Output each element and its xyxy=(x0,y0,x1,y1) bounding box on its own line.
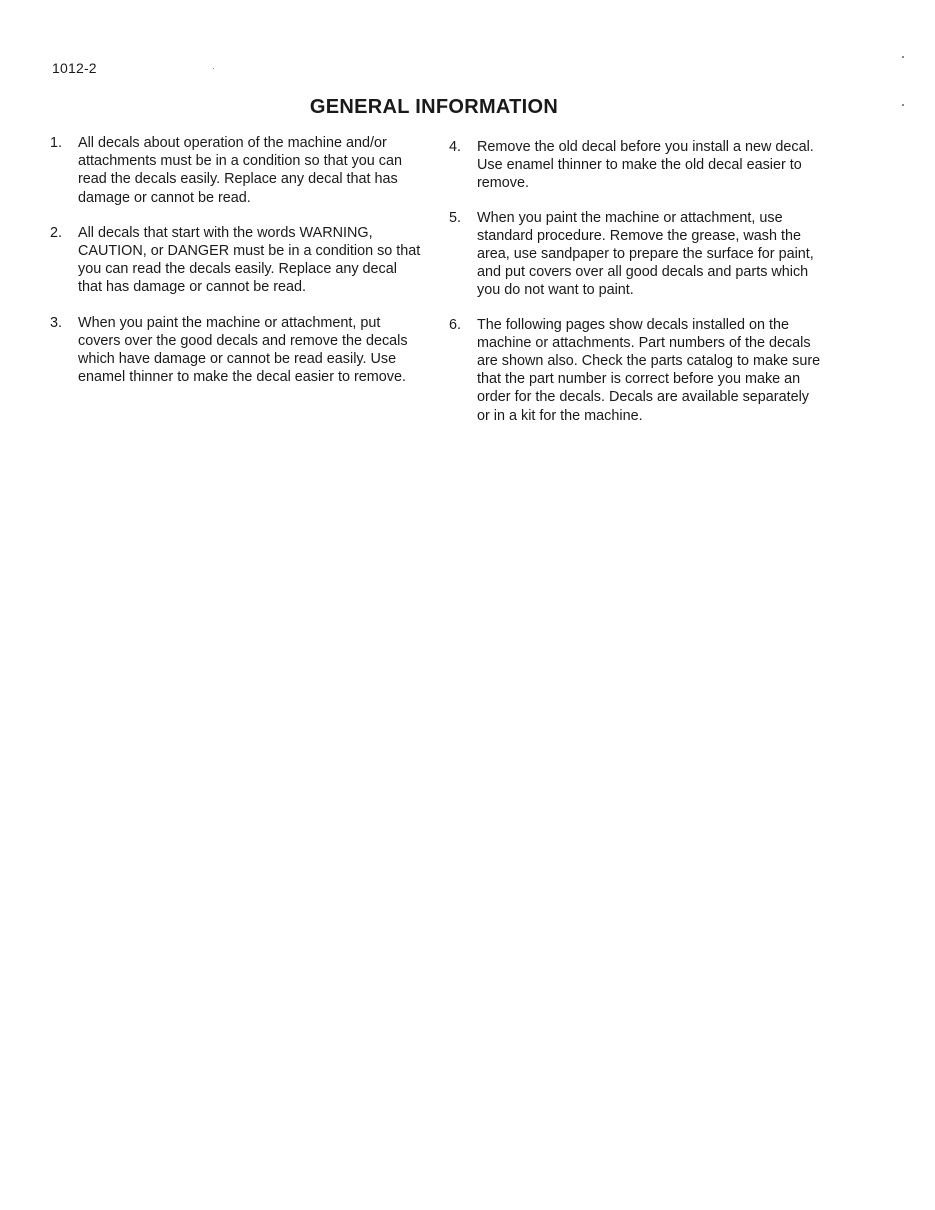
item-text: When you paint the machine or attachment, put covers over the good decals and remove the decals which have damage or cannot be read easily. Use enamel thinner to make the decal easier to remove. xyxy=(78,314,408,386)
scan-speck xyxy=(902,56,904,58)
list-item xyxy=(449,316,821,425)
item-number: 4. xyxy=(449,139,462,155)
item-number: 5. xyxy=(449,209,462,226)
right-column xyxy=(449,138,821,441)
list-item xyxy=(449,138,821,193)
list-item xyxy=(50,134,422,207)
item-text: Remove the old decal before you install a new decal. Use enamel thinner to make the old decal easier to remove. xyxy=(477,139,814,192)
item-number: 2. xyxy=(50,224,63,241)
left-column xyxy=(50,134,422,403)
scan-speck xyxy=(902,104,904,106)
page-number: 1012-2 xyxy=(52,60,97,76)
list-item xyxy=(449,209,821,300)
item-text: The following pages show decals installed on the machine or attachments. Part numbers of the decals are shown also. Check the parts catalog to make sure that the part number is correct before you make an order for the decals. Decals are available separately or in a kit for the machine. xyxy=(477,316,821,424)
scan-speck xyxy=(213,68,214,69)
item-number: 3. xyxy=(50,314,63,331)
list-item xyxy=(50,224,422,297)
item-text: All decals about operation of the machine and/or attachments must be in a condition so that you can read the decals easily. Replace any decal that has damage or cannot be read. xyxy=(78,135,402,206)
page-title: GENERAL INFORMATION xyxy=(309,96,559,118)
item-text: When you paint the machine or attachment, use standard procedure. Remove the grease, wash the area, use sandpaper to prepare the surface for paint, and put covers over all good decals and parts which you do not want to paint. xyxy=(477,209,814,299)
item-text: All decals that start with the words WARNING, CAUTION, or DANGER must be in a condition so that you can read the decals easily. Replace any decal that has damage or cannot be read. xyxy=(78,224,421,296)
item-number: 1. xyxy=(50,135,63,151)
item-number: 6. xyxy=(449,316,462,333)
list-item xyxy=(50,314,422,387)
